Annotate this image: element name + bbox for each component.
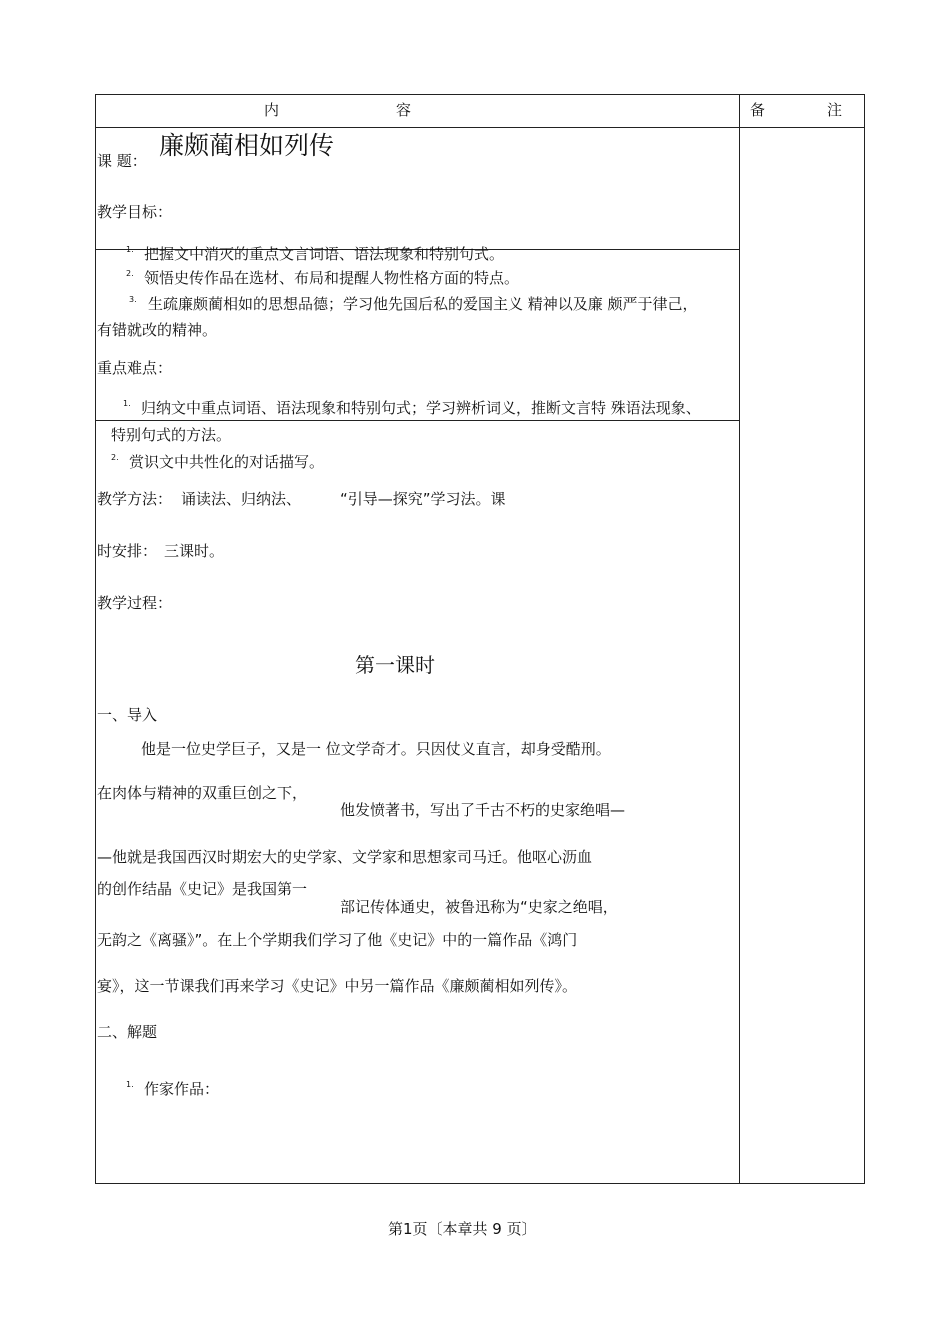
intro-line-7: 无韵之《离骚》”。在上个学期我们学习了他《史记》中的一篇作品《鸿门: [97, 931, 578, 949]
intro-line-6: 部记传体通史，被鲁迅称为“史家之绝唱，: [340, 898, 618, 916]
topic-label: 课 题：: [97, 152, 147, 170]
topic-title: 廉颇蔺相如列传: [159, 131, 335, 160]
table-border-bottom: [95, 1183, 865, 1184]
goal-3-text: 生疏廉颇蔺相如的思想品德；学习他先国后私的爱国主义 精神以及廉 颇严于律己，: [148, 295, 698, 313]
intro-line-8: 宴》，这一节课我们再来学习《史记》中另一篇作品《廉颇蔺相如列传》。: [97, 977, 578, 995]
key-1-number: 1.: [123, 399, 131, 408]
explain-heading: 二、解题: [97, 1023, 158, 1041]
intro-line-2: 在肉体与精神的双重巨创之下，: [97, 784, 308, 802]
key-1-text: 归纳文中重点词语、语法现象和特别句式；学习辨析词义，推断文言特 殊语法现象、: [141, 399, 701, 417]
goal-3-number: 3.: [129, 295, 137, 304]
goal-3-continuation: 有错就改的精神。: [97, 321, 218, 339]
header-content-left: 内: [264, 101, 280, 119]
key-1-continuation: 特别句式的方法。: [111, 426, 232, 444]
table-border-right: [864, 94, 865, 1184]
method-text-2: “引导—探究”学习法。课: [340, 490, 506, 508]
table-column-divider: [739, 94, 740, 1184]
header-notes-right: 注: [827, 101, 843, 119]
page-footer: 第1页〔本章共 9 页〕: [388, 1220, 537, 1238]
method-text: 诵读法、归纳法、: [181, 490, 302, 508]
key-points-label: 重点难点：: [97, 359, 173, 377]
goal-1-text: 把握文中消灭的重点文言词语、语法现象和特别句式。: [144, 245, 505, 263]
intro-line-1: 他是一位史学巨子，又是一 位文学奇才。只因仗义直言，却身受酷刑。: [141, 740, 611, 758]
table-border-top: [95, 94, 865, 95]
intro-heading: 一、导入: [97, 706, 158, 724]
time-text: 三课时。: [164, 542, 225, 560]
intro-line-3: 他发愤著书，写出了千古不朽的史家绝唱—: [340, 801, 626, 819]
header-content-right: 容: [396, 101, 412, 119]
goal-2-text: 领悟史传作品在选材、布局和提醒人物性格方面的特点。: [144, 269, 520, 287]
goals-label: 教学目标：: [97, 203, 173, 221]
header-notes-left: 备: [750, 101, 766, 119]
goal-1-number: 1.: [126, 245, 134, 254]
section-title: 第一课时: [355, 653, 435, 677]
inner-rule-2: [95, 420, 740, 421]
time-label: 时安排：: [97, 542, 158, 560]
intro-line-4: —他就是我国西汉时期宏大的史学家、文学家和思想家司马迁。他呕心沥血: [97, 848, 593, 866]
key-2-text: 赏识文中共性化的对话描写。: [129, 453, 325, 471]
table-border-header-bottom: [95, 127, 865, 128]
process-label: 教学过程：: [97, 594, 173, 612]
goal-2-number: 2.: [126, 269, 134, 278]
method-label: 教学方法：: [97, 490, 173, 508]
intro-line-5: 的创作结晶《史记》是我国第一: [97, 880, 308, 898]
explain-item-text: 作家作品：: [144, 1080, 220, 1098]
key-2-number: 2.: [111, 453, 119, 462]
explain-item-number: 1.: [126, 1080, 134, 1089]
table-border-left: [95, 94, 96, 1184]
